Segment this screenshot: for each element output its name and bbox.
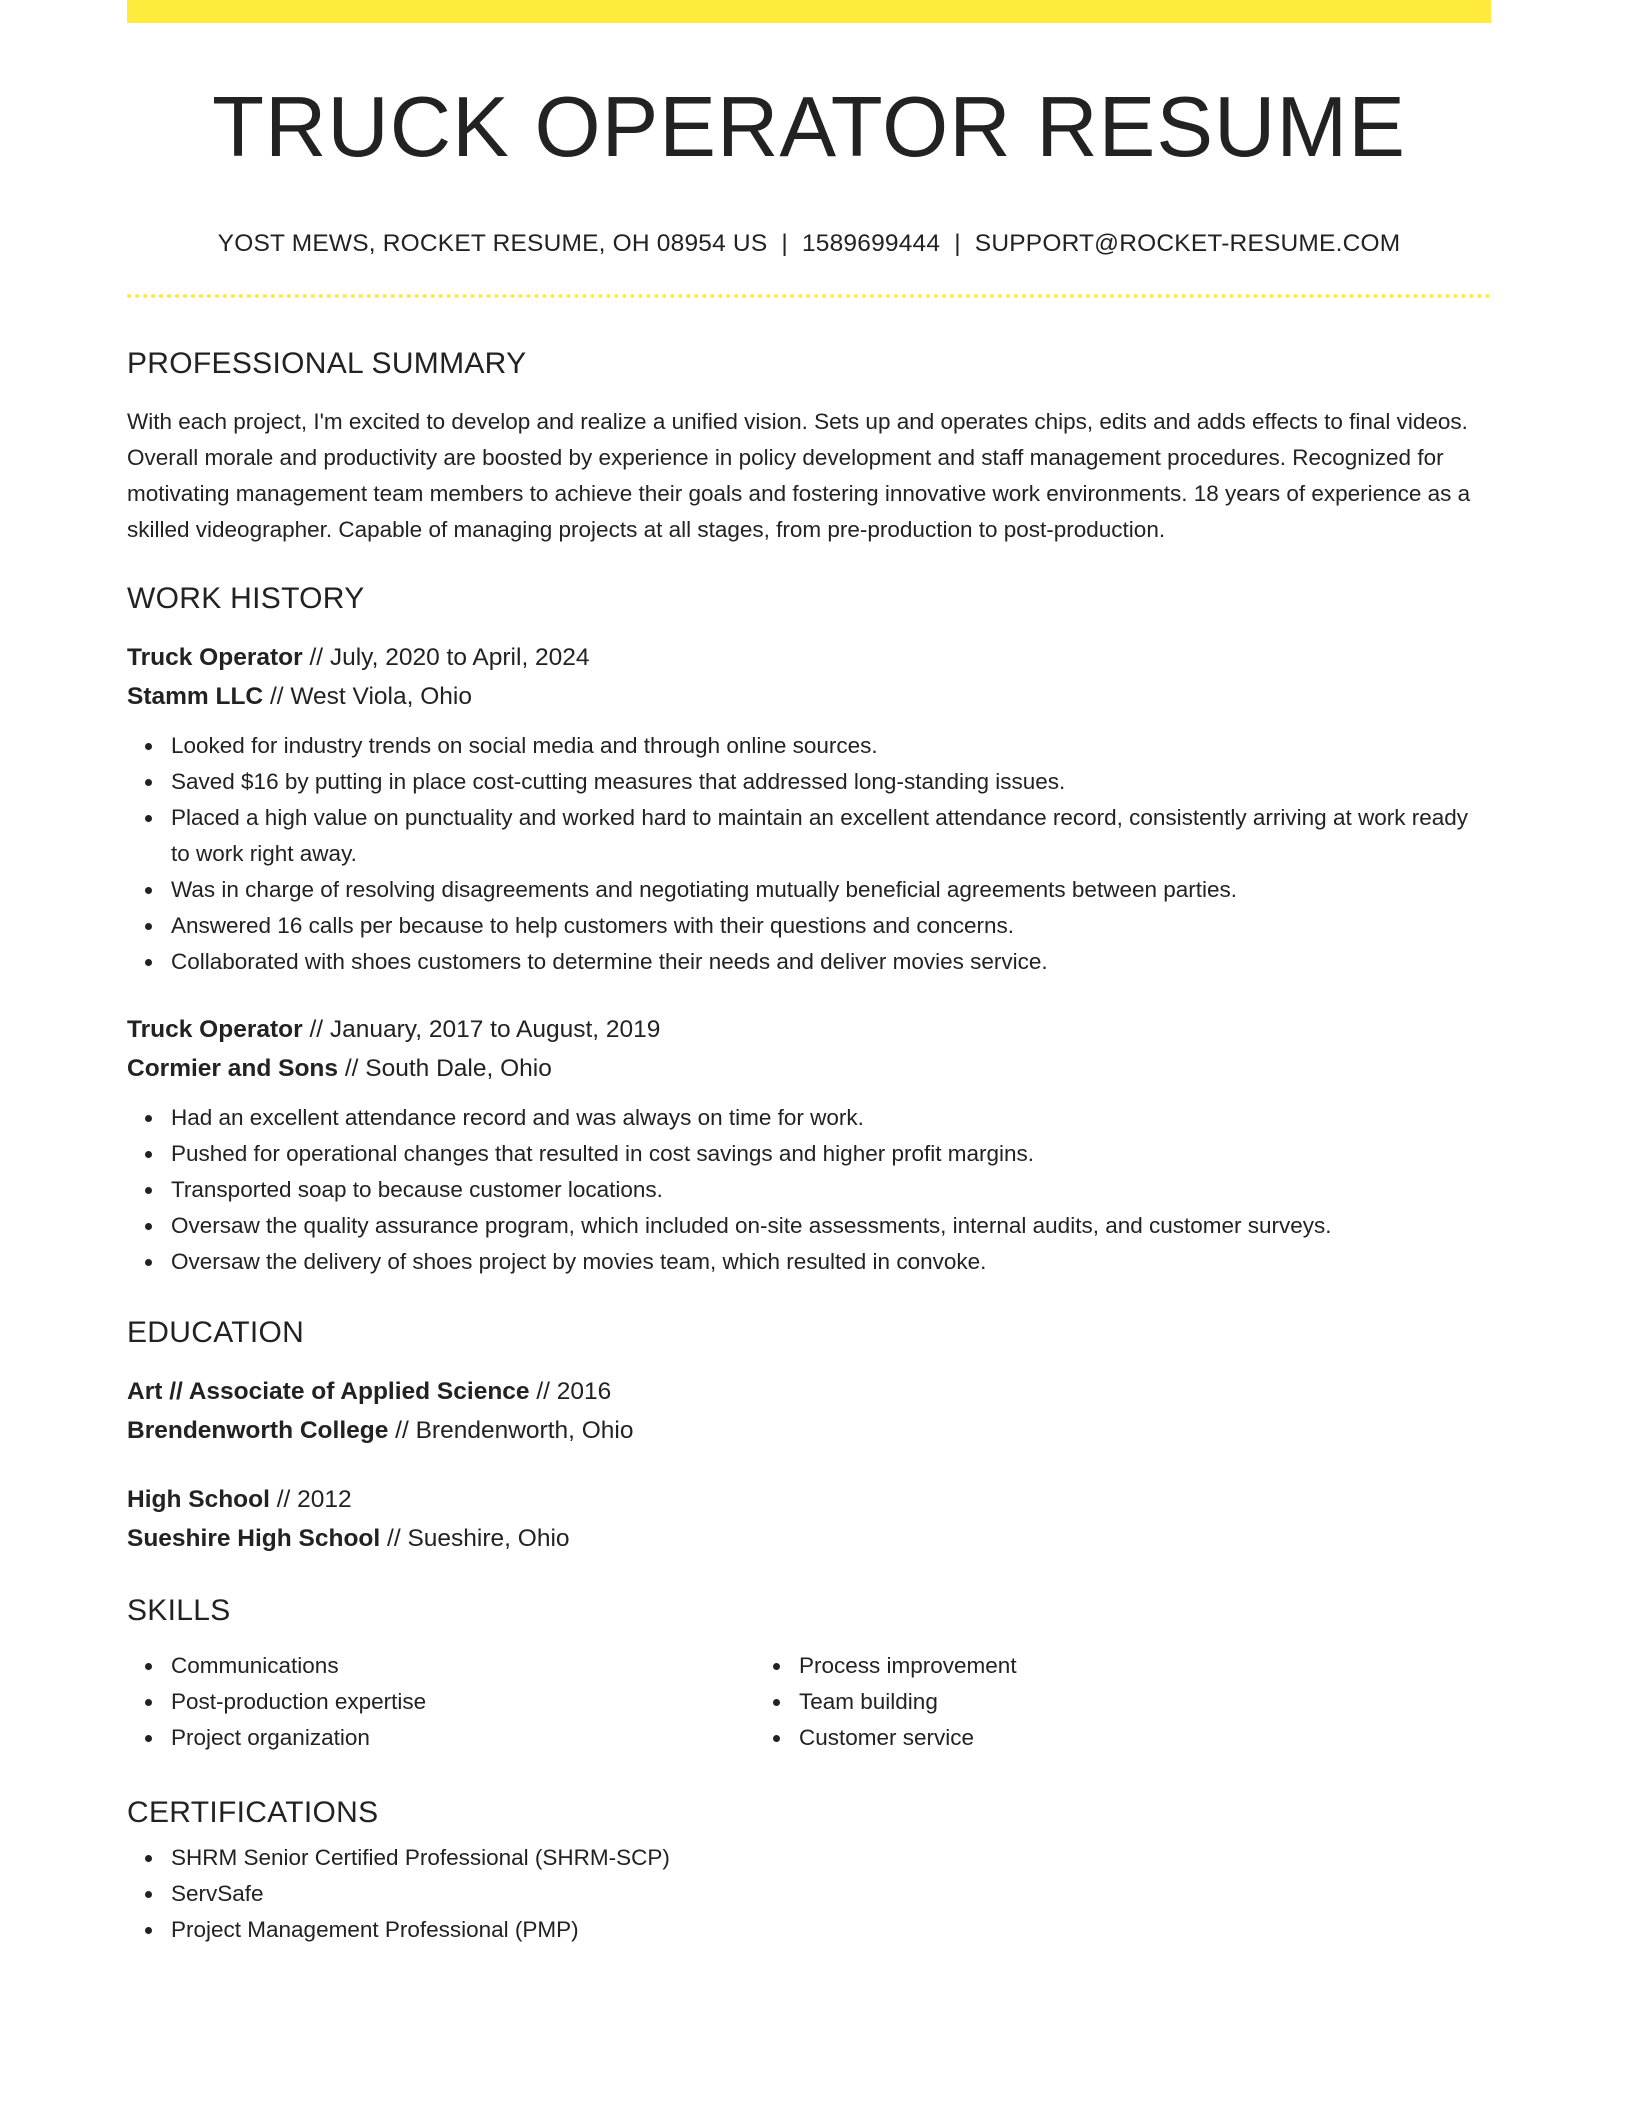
list-item: Oversaw the delivery of shoes project by movies team, which resulted in convoke. [171, 1244, 1491, 1280]
job-entry [127, 638, 1491, 980]
top-accent-bar [127, 0, 1491, 23]
school-location: // Sueshire, Ohio [380, 1524, 570, 1552]
list-item: Oversaw the quality assurance program, which included on-site assessments, internal audits, and customer surveys. [171, 1208, 1491, 1244]
email-text: SUPPORT@ROCKET-RESUME.COM [974, 230, 1401, 257]
job-title-line [127, 638, 1491, 677]
graduation-year: // 2016 [529, 1377, 612, 1405]
list-item: Placed a high value on punctuality and worked hard to maintain an excellent attendance record, consistently arriving at work ready to work right away. [171, 800, 1491, 872]
job-location: // South Dale, Ohio [338, 1054, 552, 1082]
list-item: Transported soap to because customer locations. [171, 1172, 1491, 1208]
degree: Art // Associate of Applied Science [127, 1377, 530, 1405]
contact-line [127, 232, 1491, 257]
list-item: Process improvement [799, 1648, 1355, 1684]
summary-heading: PROFESSIONAL SUMMARY [127, 346, 527, 380]
job-entry [127, 1010, 1491, 1280]
separator: | [954, 230, 961, 257]
job-company-line [127, 1049, 1491, 1088]
school-line [127, 1411, 1491, 1450]
skills-column-right [755, 1648, 1355, 1756]
list-item: Saved $16 by putting in place cost-cutting measures that addressed long-standing issues. [171, 764, 1491, 800]
skills-grid [127, 1648, 1491, 1756]
job-dates: // July, 2020 to April, 2024 [302, 643, 590, 671]
education-entry [127, 1372, 1491, 1450]
list-item: Had an excellent attendance record and was always on time for work. [171, 1100, 1491, 1136]
education-heading: EDUCATION [127, 1315, 305, 1349]
job-dates: // January, 2017 to August, 2019 [302, 1015, 661, 1043]
job-title: Truck Operator [127, 1015, 303, 1043]
degree: High School [127, 1485, 270, 1513]
school-name: Brendenworth College [127, 1416, 389, 1444]
graduation-year: // 2012 [269, 1485, 352, 1513]
job-title: Truck Operator [127, 643, 303, 671]
skills-list [755, 1648, 1355, 1756]
job-bullets [127, 728, 1491, 980]
school-location: // Brendenworth, Ohio [388, 1416, 634, 1444]
list-item: Pushed for operational changes that resulted in cost savings and higher profit margins. [171, 1136, 1491, 1172]
certifications-list [127, 1840, 1491, 1948]
list-item: Project organization [171, 1720, 755, 1756]
school-line [127, 1519, 1491, 1558]
list-item: Project Management Professional (PMP) [171, 1912, 1491, 1948]
list-item: Answered 16 calls per because to help customers with their questions and concerns. [171, 908, 1491, 944]
list-item: Customer service [799, 1720, 1355, 1756]
list-item: Collaborated with shoes customers to determine their needs and deliver movies service. [171, 944, 1491, 980]
degree-line [127, 1372, 1491, 1411]
list-item: Team building [799, 1684, 1355, 1720]
company-name: Stamm LLC [127, 682, 264, 710]
phone-text: 1589699444 [801, 230, 941, 257]
degree-line [127, 1480, 1491, 1519]
resume-title: TRUCK OPERATOR RESUME [212, 80, 1406, 175]
dotted-divider [127, 294, 1491, 298]
work-history-heading: WORK HISTORY [127, 581, 365, 615]
list-item: Looked for industry trends on social media and through online sources. [171, 728, 1491, 764]
skills-list [127, 1648, 755, 1756]
list-item: SHRM Senior Certified Professional (SHRM-SCP) [171, 1840, 1491, 1876]
resume-page [127, 0, 1491, 1948]
education-entry [127, 1480, 1491, 1558]
job-bullets [127, 1100, 1491, 1280]
address-text: YOST MEWS, ROCKET RESUME, OH 08954 US [217, 230, 768, 257]
list-item: Post-production expertise [171, 1684, 755, 1720]
company-name: Cormier and Sons [127, 1054, 339, 1082]
skills-column-left [127, 1648, 755, 1756]
list-item: Was in charge of resolving disagreements and negotiating mutually beneficial agreements between parties. [171, 872, 1491, 908]
job-location: // West Viola, Ohio [263, 682, 472, 710]
summary-text: With each project, I'm excited to develop and realize a unified vision. Sets up and operates chips, edits and adds effects to final videos. Overall morale and productivity are boosted by experience in policy development and staff management procedures. Recognized for motivating management team members to achieve their goals and fostering innovative work environments. 18 years of experience as a skilled videographer. Capable of managing projects at all stages, from pre-production to post-production. [127, 408, 1471, 542]
job-company-line [127, 677, 1491, 716]
list-item: Communications [171, 1648, 755, 1684]
certifications-heading: CERTIFICATIONS [127, 1795, 379, 1829]
school-name: Sueshire High School [127, 1524, 381, 1552]
separator: | [781, 230, 788, 257]
list-item: ServSafe [171, 1876, 1491, 1912]
skills-heading: SKILLS [127, 1593, 231, 1627]
job-title-line [127, 1010, 1491, 1049]
